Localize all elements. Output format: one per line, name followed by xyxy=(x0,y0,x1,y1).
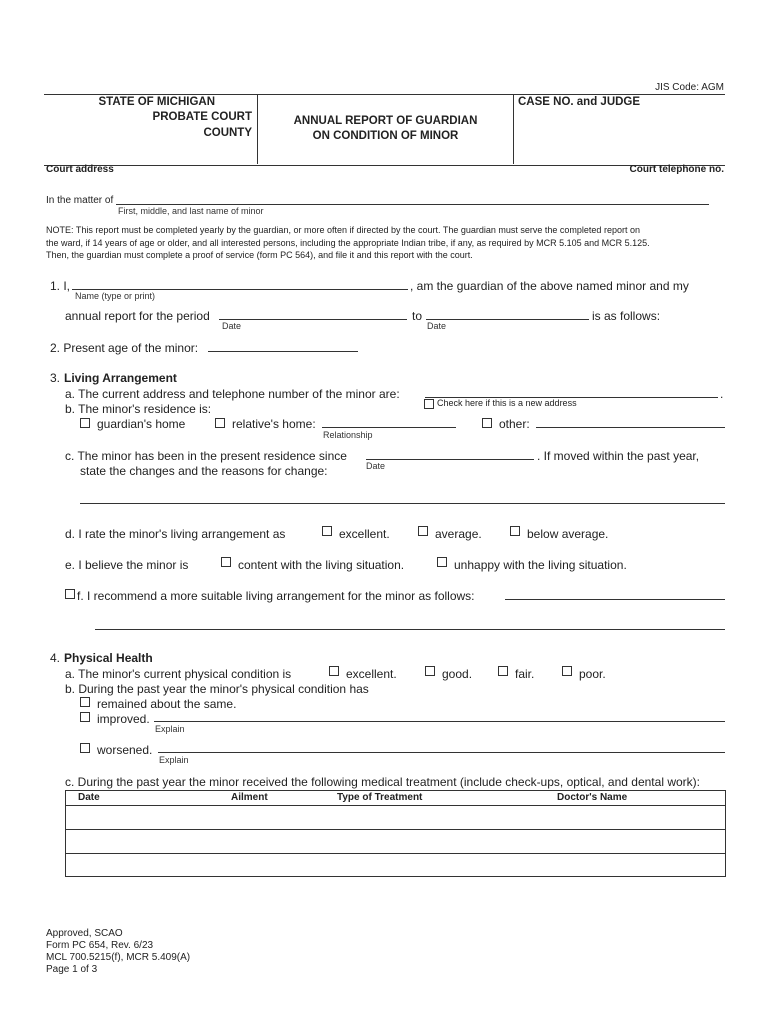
health-poor-checkbox[interactable] xyxy=(562,666,572,676)
improved-explain-field[interactable] xyxy=(154,721,725,722)
item3a-label: a. The current address and telephone number of the minor are: xyxy=(65,387,400,401)
matter-label: In the matter of xyxy=(46,195,114,206)
footer-approved: Approved, SCAO xyxy=(46,928,123,939)
health-worsened-checkbox[interactable] xyxy=(80,743,90,753)
other-residence-label: other: xyxy=(499,417,530,431)
item1-prefix: 1. I, xyxy=(50,279,71,293)
form-title-line1: ANNUAL REPORT OF GUARDIAN xyxy=(293,115,478,127)
guardian-name-caption: Name (type or print) xyxy=(75,291,156,301)
footer xyxy=(46,928,190,976)
note-line2: the ward, if 14 years of age or older, and all interested persons, including the appropriate Indian tribe, if any, as required by MCR 5.105 and MCR 5.125. xyxy=(46,237,650,248)
unhappy-label: unhappy with the living situation. xyxy=(454,558,627,572)
table-header-treatment: Type of Treatment xyxy=(337,792,423,803)
form-title-line2: ON CONDITION OF MINOR xyxy=(312,130,459,142)
improved-explain-caption: Explain xyxy=(155,724,185,734)
item3c-label: c. The minor has been in the present residence since xyxy=(65,449,347,463)
period-to-label: to xyxy=(412,309,423,323)
item3b-label: b. The minor's residence is: xyxy=(65,402,212,416)
health-excellent-checkbox[interactable] xyxy=(329,666,339,676)
table-header-ailment: Ailment xyxy=(231,792,268,803)
minor-name-field[interactable] xyxy=(116,204,709,205)
footer-statute: MCL 700.5215(f), MCR 5.409(A) xyxy=(46,952,191,963)
health-good-checkbox[interactable] xyxy=(425,666,435,676)
header-divider-left xyxy=(257,94,258,164)
item3d-label: d. I rate the minor's living arrangement as xyxy=(65,527,286,541)
footer-form-number: Form PC 654, Rev. 6/23 xyxy=(46,940,154,951)
health-fair-label: fair. xyxy=(515,667,535,681)
period-start-field[interactable] xyxy=(219,319,407,320)
period-end-caption: Date xyxy=(427,321,447,331)
table-row[interactable] xyxy=(66,854,725,875)
table-header-doctor: Doctor's Name xyxy=(557,792,628,803)
minor-name-caption: First, middle, and last name of minor xyxy=(118,206,264,216)
living-below-average-label: below average. xyxy=(527,527,609,541)
health-improved-checkbox[interactable] xyxy=(80,712,90,722)
living-arrangement-title: Living Arrangement xyxy=(64,371,177,385)
period-end-field[interactable] xyxy=(426,319,589,320)
table-row[interactable] xyxy=(66,806,725,830)
case-no-label: CASE NO. and JUDGE xyxy=(518,96,641,108)
probate-court-label: PROBATE COURT xyxy=(152,111,252,123)
other-residence-checkbox[interactable] xyxy=(482,418,492,428)
recommend-checkbox[interactable] xyxy=(65,589,75,599)
health-excellent-label: excellent. xyxy=(346,667,397,681)
worsened-explain-field[interactable] xyxy=(158,752,725,753)
item3c-suffix: . If moved within the past year, xyxy=(537,449,700,463)
health-poor-label: poor. xyxy=(579,667,606,681)
table-header-date: Date xyxy=(78,792,100,803)
county-label: COUNTY xyxy=(203,127,252,139)
living-excellent-label: excellent. xyxy=(339,527,390,541)
guardian-name-field[interactable] xyxy=(72,289,408,290)
changes-reasons-field[interactable] xyxy=(80,503,725,504)
health-worsened-label: worsened. xyxy=(97,743,153,757)
relative-home-label: relative's home: xyxy=(232,417,316,431)
present-age-field[interactable] xyxy=(208,351,358,352)
footer-page-number: Page 1 of 3 xyxy=(46,964,98,975)
item1-suffix: , am the guardian of the above named minor and my xyxy=(410,279,689,293)
table-row[interactable] xyxy=(66,830,725,854)
court-address-label: Court address xyxy=(46,164,114,175)
health-same-label: remained about the same. xyxy=(97,697,237,711)
relationship-caption: Relationship xyxy=(323,430,373,440)
residence-since-field[interactable] xyxy=(366,459,534,460)
relative-home-checkbox[interactable] xyxy=(215,418,225,428)
state-label: STATE OF MICHIGAN xyxy=(98,96,215,108)
guardian-home-label: guardian's home xyxy=(97,417,186,431)
living-average-label: average. xyxy=(435,527,482,541)
note-line1: NOTE: This report must be completed yearly by the guardian, or more often if directed by the court. The guardian must serve the completed report on xyxy=(46,225,640,235)
item3f-label: f. I recommend a more suitable living arrangement for the minor as follows: xyxy=(77,589,475,603)
guardian-home-checkbox[interactable] xyxy=(80,418,90,428)
health-fair-checkbox[interactable] xyxy=(498,666,508,676)
residence-since-caption: Date xyxy=(366,461,386,471)
relationship-field[interactable] xyxy=(322,427,456,428)
living-average-checkbox[interactable] xyxy=(418,526,428,536)
item4-number: 4. xyxy=(50,651,61,665)
new-address-label: Check here if this is a new address xyxy=(437,398,577,408)
as-follows-label: is as follows: xyxy=(592,309,661,323)
worsened-explain-caption: Explain xyxy=(159,755,189,765)
living-excellent-checkbox[interactable] xyxy=(322,526,332,536)
new-address-checkbox[interactable] xyxy=(424,399,434,409)
physical-health-title: Physical Health xyxy=(64,651,153,665)
jis-code: JIS Code: AGM xyxy=(655,82,724,93)
item3c-line2: state the changes and the reasons for change: xyxy=(80,464,328,478)
note-line3: Then, the guardian must complete a proof of service (form PC 564), and file it and this report with the court. xyxy=(46,250,473,260)
recommend-field-2[interactable] xyxy=(95,629,725,630)
medical-treatment-table xyxy=(65,790,726,877)
other-residence-field[interactable] xyxy=(536,427,725,428)
header-divider-right xyxy=(513,94,514,164)
unhappy-checkbox[interactable] xyxy=(437,557,447,567)
health-good-label: good. xyxy=(442,667,473,681)
recommend-field-1[interactable] xyxy=(505,599,725,600)
health-improved-label: improved. xyxy=(97,712,150,726)
court-telephone-label: Court telephone no. xyxy=(629,164,724,175)
note-block xyxy=(46,224,736,262)
item4b-label: b. During the past year the minor's physical condition has xyxy=(65,682,369,696)
item4a-label: a. The minor's current physical condition is xyxy=(65,667,292,681)
present-age-label: 2. Present age of the minor: xyxy=(50,341,199,355)
content-label: content with the living situation. xyxy=(238,558,405,572)
item4c-label: c. During the past year the minor received the following medical treatment (include check-ups, optical, and dental work): xyxy=(65,775,700,789)
health-same-checkbox[interactable] xyxy=(80,697,90,707)
period-label: annual report for the period xyxy=(65,309,210,323)
item3e-label: e. I believe the minor is xyxy=(65,558,189,572)
content-checkbox[interactable] xyxy=(221,557,231,567)
period-start-caption: Date xyxy=(222,321,242,331)
table-header-row xyxy=(66,791,725,806)
item3-number: 3. xyxy=(50,371,61,385)
item3a-period: . xyxy=(720,387,724,401)
living-below-average-checkbox[interactable] xyxy=(510,526,520,536)
